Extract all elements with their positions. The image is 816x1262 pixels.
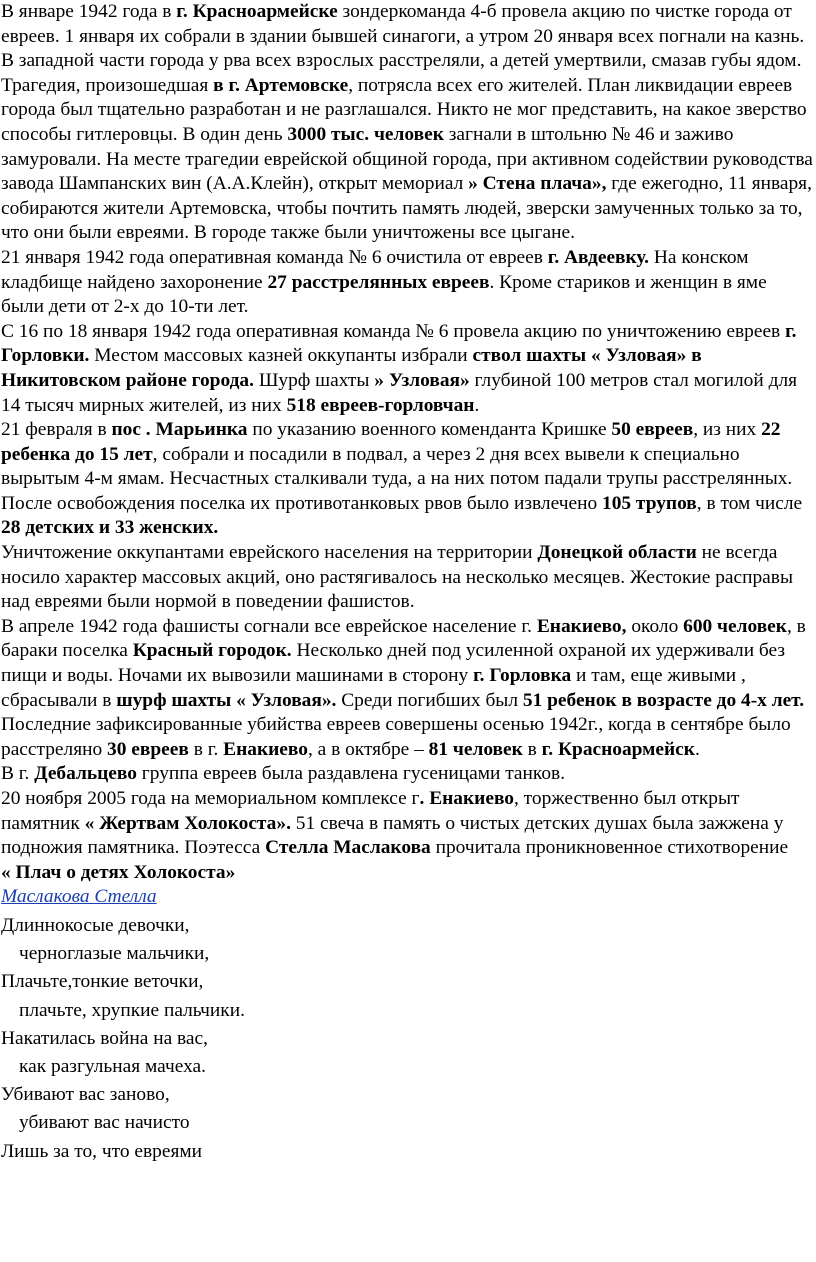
text-run: в г. (188, 738, 224, 760)
text-run: . (474, 394, 480, 416)
paragraph (1, 418, 813, 541)
text-run: Уничтожение оккупантами еврейского населения на территории (1, 542, 538, 564)
bold-text: . Енакиево (419, 788, 514, 809)
text-run: 20 ноября 2005 года на мемориальном комплексе г (1, 788, 420, 809)
text-run: по указанию военного коменданта Кришке (247, 419, 612, 441)
poem-line: убивают вас начисто (19, 1112, 190, 1134)
bold-text: Донецкой области (537, 542, 697, 564)
bold-text: Дебальцево (34, 763, 137, 785)
text-run: 21 февраля в (1, 419, 112, 441)
text-run: В апреле 1942 года фашисты согнали все еврейское население г. (1, 615, 537, 637)
text-run: Несколько дней под усиленной охраной их удерживали без пищи и воды. Ночами их вывозили машинами в сторону (1, 640, 786, 687)
poem-line: черноглазые мальчики, (19, 943, 210, 965)
text-run: Трагедия, произошедшая (1, 74, 214, 96)
text-run: , собрали и посадили в подвал, а через 2 дня всех вывели к специально вырытым 4-м ямам. Несчастных сталкивали туда, а на них потом падали трупы расстрелянных. После освобождения поселка их противотанковых рвов было извлечено (1, 443, 793, 514)
poem-line: Плачьте,тонкие веточки, (1, 971, 204, 993)
bold-text: шурф шахты « Узловая». (116, 689, 337, 711)
text-run: , а в октябре – (307, 738, 429, 760)
paragraph (1, 615, 813, 713)
bold-text: 600 человек (683, 615, 787, 637)
bold-text: пос . Марьинка (111, 419, 248, 441)
paragraph (1, 762, 813, 787)
text-run: в (522, 738, 542, 760)
paragraph (1, 320, 813, 418)
poem-line: Убивают вас заново, (1, 1084, 170, 1106)
bold-text: « Жертвам Холокоста». (84, 812, 291, 834)
text-run: , в бараки поселка (1, 615, 806, 662)
poem-line: Накатилась война на вас, (1, 1027, 208, 1049)
text-run: Местом массовых казней оккупанты избрали (89, 345, 473, 367)
bold-text: ствол шахты « Узловая» в Никитовском районе города. (1, 345, 702, 391)
bold-text: г. Авдеевку. (547, 246, 650, 268)
text-run: 51 свеча в память о чистых детских душах была зажжена у подножия памятника. Поэтесса (1, 812, 784, 859)
text-run: Шурф шахты (253, 369, 375, 391)
text-run: прочитала проникновенное стихотворение (430, 837, 789, 859)
bold-text: 50 евреев (611, 419, 694, 441)
bold-text: в г. Артемовске (213, 74, 349, 96)
text-run: группа евреев была раздавлена гусеницами танков. (136, 763, 566, 785)
text-run: , потрясла всех его жителей. План ликвидации евреев города был тщательно разработан и не разглашался. Никто не мог представить, на какое зверство способы гитлеровцы. В один день (1, 74, 807, 145)
bold-text: Енакиево, (536, 615, 627, 637)
paragraph (1, 713, 813, 762)
bold-text: г. Горловки. (1, 320, 797, 367)
text-run: , из них (693, 419, 762, 441)
bold-text: г. Красноармейске (176, 1, 338, 22)
bold-text: » Стена плача», (468, 173, 607, 195)
text-run: глубиной 100 метров стал могилой для 14 тысяч мирных жителей, из них (1, 369, 798, 416)
bold-text: 81 человек (428, 738, 523, 760)
text-run: В январе 1942 года в (1, 1, 177, 22)
poem-line: Длиннокосые девочки, (1, 914, 190, 936)
text-run: где ежегодно, 11 января, собираются жители Артемовска, чтобы почтить память людей, зверски замученных только за то, что они были евреями. В городе также были уничтожены все цыгане. (1, 173, 812, 244)
text-run: В западной части города у рва всех взрослых расстреляли, а детей умертвили, смазав губы ядом. (1, 50, 802, 72)
bold-text: Красный городок. (132, 640, 292, 662)
text-run: Последние зафиксированные убийства евреев совершены осенью 1942г., когда в сентябре было расстреляно (1, 714, 791, 760)
bold-text: 27 расстрелянных евреев (267, 271, 490, 293)
bold-text: » Узловая» (374, 369, 470, 391)
bold-text: 3000 тыс. человек (287, 123, 444, 145)
poem-author-link[interactable]: Маслакова Стелла (1, 886, 157, 908)
poem-body (1, 912, 813, 1166)
bold-text: г. Горловка (473, 665, 572, 687)
text-run: 21 января 1942 года оперативная команда № 6 очистила от евреев (1, 246, 548, 268)
text-run: не всегда носило характер массовых акций, оно растягивалось на несколько месяцев. Жестокие расправы над евреями были нормой в поведении фашистов. (1, 542, 793, 613)
paragraph (1, 541, 813, 615)
bold-text: 28 детских и 33 женских. (1, 517, 219, 539)
poem-title: « Плач о детях Холокоста» (1, 861, 236, 883)
paragraph (1, 246, 813, 320)
text-run: На конском кладбище найдено захоронение (1, 246, 749, 293)
text-run: и там, еще живыми , сбрасывали в (1, 665, 746, 711)
text-run: загнали в штольню № 46 и заживо замуровали. На месте трагедии еврейской общиной города, при активном содействии руководства завода Шампанских вин (А.А.Клейн), открыт мемориал (1, 123, 813, 195)
poem-line: Лишь за то, что евреями (1, 1140, 203, 1162)
document-body (1, 0, 813, 861)
paragraph (1, 74, 813, 246)
paragraph (1, 49, 813, 74)
bold-text: 22 ребенка до 15 лет (1, 419, 781, 465)
bold-text: 51 ребенок в возрасте до 4-х лет. (522, 689, 805, 711)
text-run: около (626, 615, 684, 637)
bold-text: Стелла Маслакова (265, 837, 431, 859)
text-run: . (694, 738, 700, 760)
bold-text: 30 евреев (107, 738, 189, 760)
text-run: . Кроме стариков и женщин в яме были дети от 2-х до 10-ти лет. (1, 271, 767, 318)
bold-text: г. Красноармейск (541, 738, 695, 760)
paragraph (1, 787, 813, 861)
bold-text: 518 евреев-горловчан (286, 394, 475, 416)
text-run: В г. (1, 763, 35, 785)
poem-line: как разгульная мачеха. (19, 1055, 206, 1077)
text-run: , в том числе (696, 492, 803, 514)
bold-text: 105 трупов (602, 492, 697, 514)
text-run: , торжественно был открыт памятник (1, 788, 740, 834)
text-run: зондеркоманда 4-б провела акцию по чистке города от евреев. 1 января их собрали в здании бывшей синагоги, а утром 20 января всех погнали на казнь. (1, 1, 805, 47)
poem-line: плачьте, хрупкие пальчики. (19, 999, 245, 1021)
paragraph (1, 0, 813, 49)
bold-text: Енакиево (223, 738, 308, 760)
text-run: Среди погибших был (336, 689, 523, 711)
text-run: С 16 по 18 января 1942 года оперативная команда № 6 провела акцию по уничтожению евреев (1, 320, 786, 342)
